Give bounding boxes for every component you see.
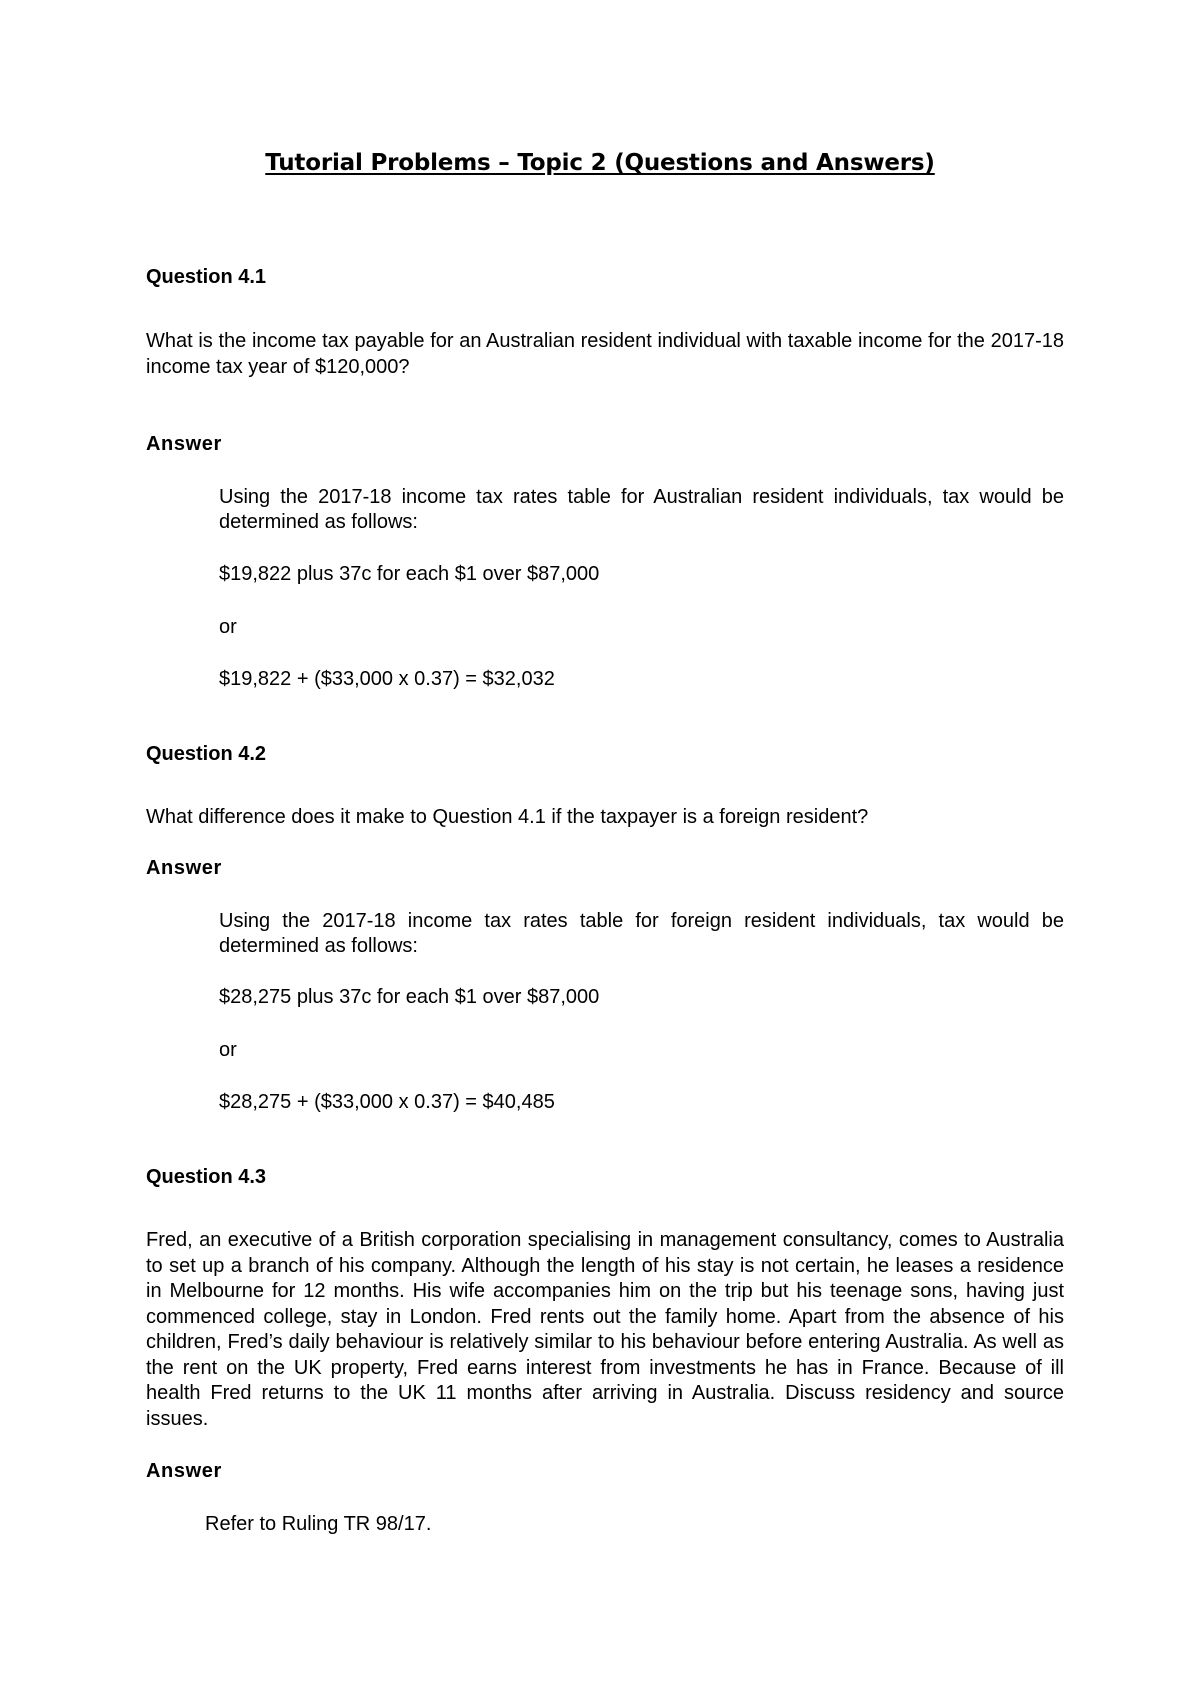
question-4-1-text: What is the income tax payable for an Australian resident individual with taxable income for the 2017-18 income tax year of $120,000? — [146, 330, 1064, 378]
answer-4-2-or: or — [219, 1039, 237, 1061]
answer-4-1-formula: $19,822 plus 37c for each $1 over $87,000 — [219, 563, 600, 585]
answer-4-1-intro: Using the 2017-18 income tax rates table for Australian resident individuals, tax would be determined as follows: — [219, 486, 1064, 533]
answer-4-3-heading: Answer — [146, 1460, 222, 1482]
question-4-2-text: What difference does it make to Question 4.1 if the taxpayer is a foreign resident? — [146, 806, 869, 828]
question-4-2-heading: Question 4.2 — [146, 743, 267, 765]
answer-4-1-heading: Answer — [146, 433, 222, 455]
answer-4-3-text: Refer to Ruling TR 98/17. — [205, 1513, 432, 1535]
answer-4-1-or: or — [219, 616, 237, 638]
answer-4-1-calculation: $19,822 + ($33,000 x 0.37) = $32,032 — [219, 668, 555, 690]
question-4-3-heading: Question 4.3 — [146, 1166, 267, 1188]
answer-4-2-intro: Using the 2017-18 income tax rates table for foreign resident individuals, tax would be determined as follows: — [219, 910, 1064, 957]
answer-4-2-heading: Answer — [146, 857, 222, 879]
document-title: Tutorial Problems – Topic 2 (Questions and Answers) — [265, 150, 935, 176]
answer-4-2-formula: $28,275 plus 37c for each $1 over $87,000 — [219, 986, 600, 1008]
question-4-1-heading: Question 4.1 — [146, 266, 267, 288]
answer-4-2-calculation: $28,275 + ($33,000 x 0.37) = $40,485 — [219, 1091, 555, 1113]
question-4-3-text: Fred, an executive of a British corporation specialising in management consultancy, comes to Australia to set up a branch of his company. Although the length of his stay is not certain, he leases a residence in Melbourne for 12 months. His wife accompanies him on the trip but his teenage sons, having just commenced college, stay in London. Fred rents out the family home. Apart from the absence of his children, Fred’s daily behaviour is relatively similar to his behaviour before entering Australia. As well as the rent on the UK property, Fred earns interest from investments he has in France. Because of ill health Fred returns to the UK 11 months after arriving in Australia. Discuss residency and source issues. — [146, 1229, 1064, 1430]
